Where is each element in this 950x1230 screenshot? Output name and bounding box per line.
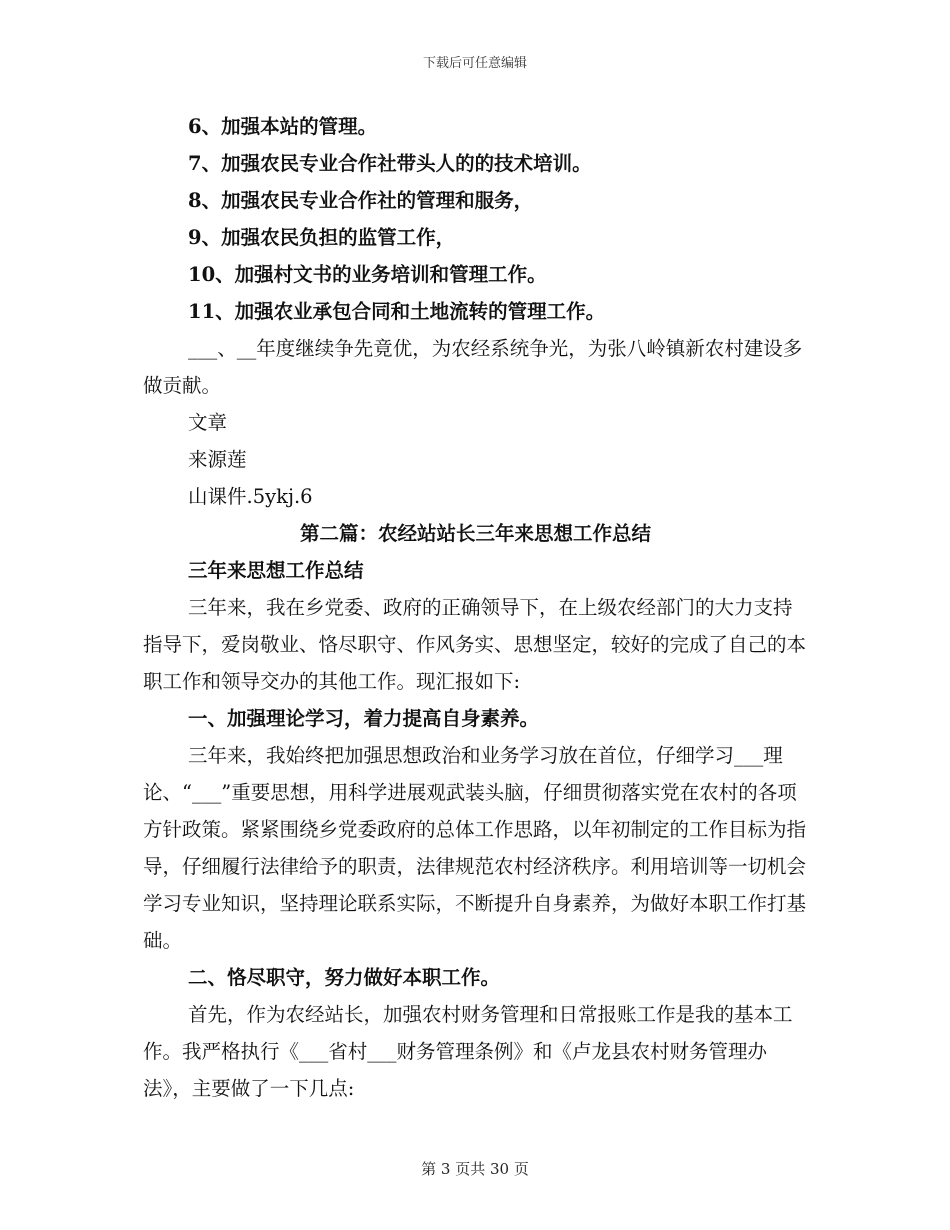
source-line-1: 文章 bbox=[188, 411, 228, 434]
subtitle: 三年来思想工作总结 bbox=[188, 559, 364, 582]
list-item-7: 7、加强农民专业合作社带头人的的技术培训。 bbox=[188, 152, 592, 175]
paragraph-study: 三年来，我始终把加强思想政治和业务学习放在首位，仔细学习___理论、“___”重要思想，用科学进展观武装头脑，仔细贯彻落实党在农村的各项方针政策。紧紧围绕乡党委政府的总体工作思路，以年初制定的工作目标为指导，仔细履行法律给予的职责，法律规范农村经济秩序。利用培训等一切机会学习专业知识，坚持理论联系实际，不断提升自身素养，为做好本职工作打基础。 bbox=[143, 744, 807, 952]
list-item-10: 10、加强村文书的业务培训和管理工作。 bbox=[188, 263, 547, 286]
section-title: 第二篇：农经站站长三年来思想工作总结 bbox=[299, 522, 651, 545]
intro-paragraph: 三年来，我在乡党委、政府的正确领导下，在上级农经部门的大力支持指导下，爱岗敬业、恪尽职守、作风务实、思想坚定，较好的完成了自己的本职工作和领导交办的其他工作。现汇报如下: bbox=[143, 596, 807, 693]
list-item-9: 9、加强农民负担的监管工作， bbox=[188, 226, 456, 249]
paragraph-duties: 首先，作为农经站长，加强农村财务管理和日常报账工作是我的基本工作。我严格执行《___省村___财务管理条例》和《卢龙县农村财务管理办法》，主要做了一下几点: bbox=[143, 1003, 793, 1100]
source-line-3: 山课件.5ykj.6 bbox=[188, 485, 313, 508]
heading-2: 二、恪尽职守，努力做好本职工作。 bbox=[188, 966, 501, 989]
page-header: 下载后可任意编辑 bbox=[422, 56, 527, 71]
page-footer: 第 3 页共 30 页 bbox=[421, 1160, 529, 1178]
source-line-2: 来源莲 bbox=[188, 448, 247, 471]
list-item-11: 11、加强农业承包合同和土地流转的管理工作。 bbox=[188, 300, 606, 323]
list-item-6: 6、加强本站的管理。 bbox=[188, 115, 378, 138]
list-item-8: 8、加强农民专业合作社的管理和服务， bbox=[188, 189, 534, 212]
closing-paragraph: ___、__年度继续争先竟优，为农经系统争光，为张八岭镇新农村建设多做贡献。 bbox=[143, 337, 803, 397]
heading-1: 一、加强理论学习，着力提高自身素养。 bbox=[188, 707, 540, 730]
document-body bbox=[143, 108, 808, 1107]
